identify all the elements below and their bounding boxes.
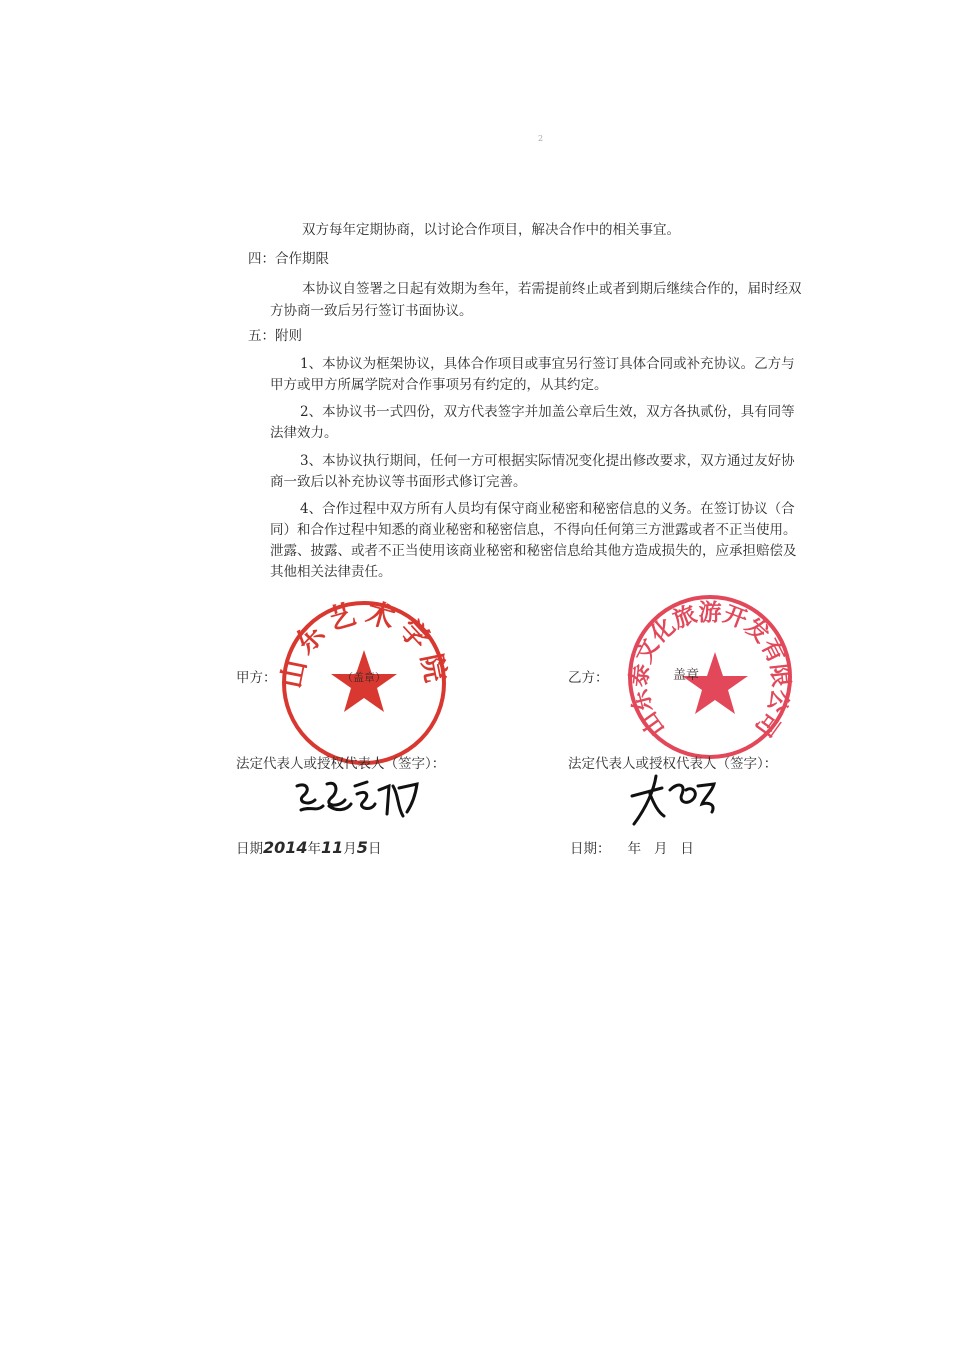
party-b-date: 日期： 年 月 日 xyxy=(570,841,694,857)
party-a-seal-graphic xyxy=(279,598,449,768)
party-a-date xyxy=(236,837,381,857)
party-a-date-day: 5 xyxy=(356,838,368,857)
party-a-rep-label: 法定代表人或授权代表人（签字）： xyxy=(236,756,446,772)
clause-2-line-1: 2、本协议书一式四份，双方代表签字并加盖公章后生效，双方各执贰份，具有同等 xyxy=(300,404,795,420)
clause-4-line-3: 泄露、披露、或者不正当使用该商业秘密和秘密信息给其他方造成损失的，应承担赔偿及 xyxy=(270,543,797,559)
clause-3-line-2: 商一致后以补充协议等书面形式修订完善。 xyxy=(270,474,527,490)
party-a-signature xyxy=(293,776,423,826)
party-a-date-year-char: 年 xyxy=(307,841,322,857)
clause-4-line-4: 其他相关法律责任。 xyxy=(270,564,392,580)
party-a-date-day-char: 日 xyxy=(367,841,382,857)
party-b-signature xyxy=(628,772,720,832)
party-a-seal-name: 东艺术学 xyxy=(287,598,441,661)
party-b-seal-overlay: 盖章 xyxy=(672,668,700,683)
party-b-rep-label: 法定代表人或授权代表人（签字）： xyxy=(568,756,778,772)
clause-4-line-2: 同）和合作过程中知悉的商业秘密和秘密信息，不得向任何第三方泄露或者不正当使用。 xyxy=(270,522,797,538)
section-four-heading: 四：合作期限 xyxy=(248,251,329,267)
clause-1-line-1: 1、本协议为框架协议，具体合作项目或事宜另行签订具体合同或补充协议。乙方与 xyxy=(300,356,795,372)
page-number-mark: 2 xyxy=(538,134,544,143)
party-b-seal-name: 山东泰文化旅游开发有限公司 xyxy=(625,599,795,742)
party-a-seal-center: （盖章） xyxy=(342,671,386,684)
party-a-date-year: 2014 xyxy=(263,838,308,857)
party-b-label: 乙方： xyxy=(568,670,609,686)
section-four-line-2: 方协商一致后另行签订书面协议。 xyxy=(270,303,473,319)
clause-1-line-2: 甲方或甲方所属学院对合作事项另有约定的，从其约定。 xyxy=(270,377,608,393)
party-a-date-month-char: 月 xyxy=(343,841,357,857)
party-a-date-prefix: 日期 xyxy=(236,841,263,857)
party-a-date-month: 11 xyxy=(321,838,344,857)
clause-3-line-1: 3、本协议执行期间，任何一方可根据实际情况变化提出修改要求，双方通过友好协 xyxy=(300,453,795,469)
intro-line: 双方每年定期协商，以讨论合作项目，解决合作中的相关事宜。 xyxy=(302,222,680,238)
section-five-heading: 五：附则 xyxy=(248,328,302,344)
clause-4-line-1: 4、合作过程中双方所有人员均有保守商业秘密和秘密信息的义务。在签订协议（合 xyxy=(300,501,795,517)
party-b-seal xyxy=(625,592,795,766)
party-b-seal-graphic xyxy=(625,592,795,762)
party-b-seal-star xyxy=(682,652,748,714)
clause-2-line-2: 法律效力。 xyxy=(270,425,338,441)
party-a-seal xyxy=(279,598,449,772)
party-a-label: 甲方： xyxy=(236,670,277,686)
section-four-line-1: 本协议自签署之日起有效期为叁年，若需提前终止或者到期后继续合作的，届时经双 xyxy=(302,281,802,297)
